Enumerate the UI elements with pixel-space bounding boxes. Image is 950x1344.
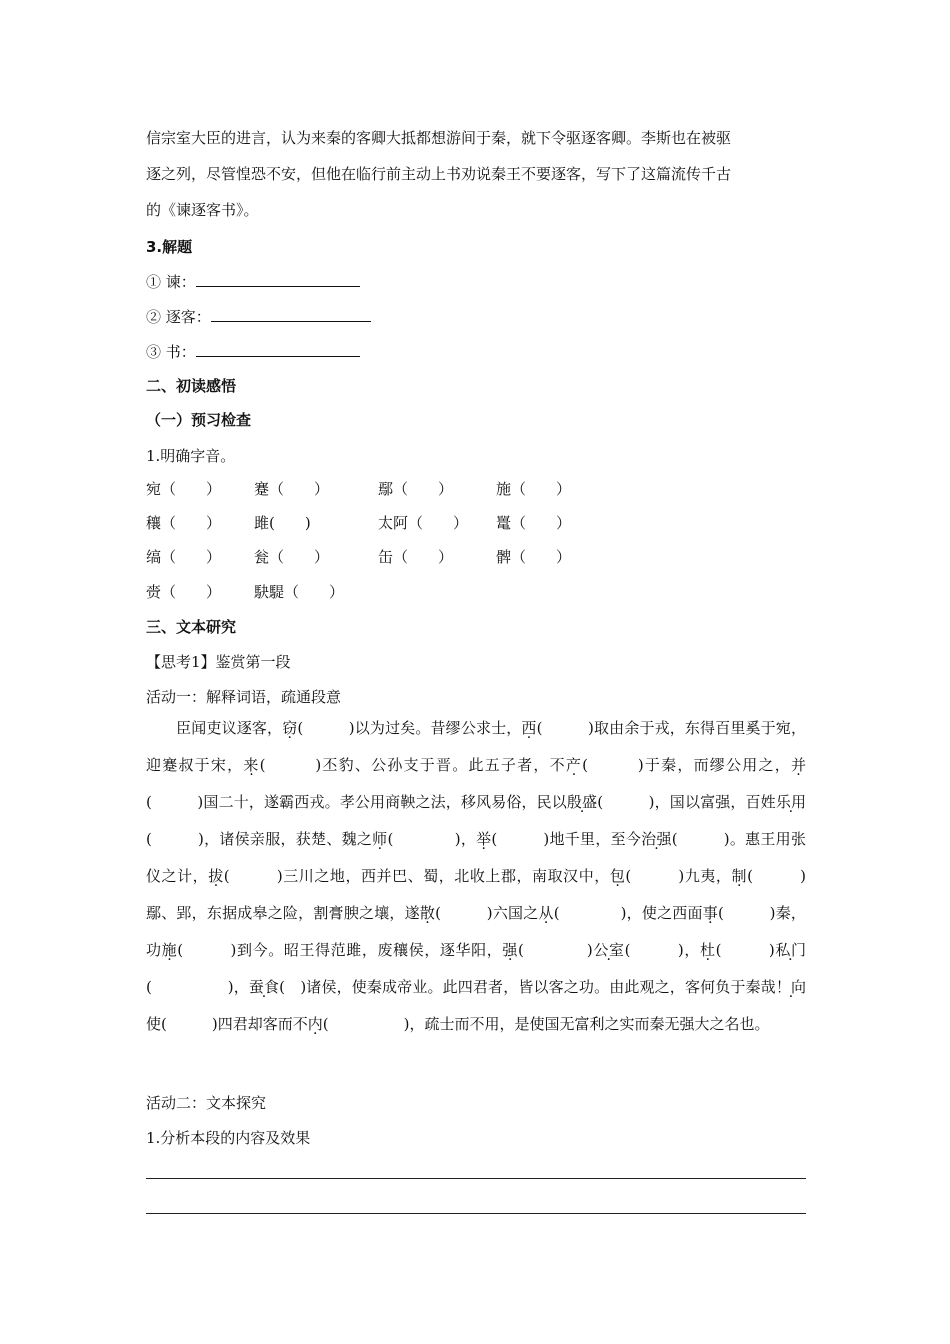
dotted-word: 向使 ·	[146, 978, 806, 1033]
dotted-word: 举	[476, 830, 492, 848]
pinyin-item[interactable]: 缟（ ）	[146, 548, 222, 566]
pinyin-item[interactable]: 赍（ ）	[146, 583, 222, 601]
dotted-word: 西	[521, 719, 537, 737]
pinyin-item[interactable]: 髀（ ）	[496, 548, 572, 566]
dotted-word: 来	[243, 756, 260, 774]
dotted-word: 蚕食	[248, 978, 280, 996]
dotted-word: 拔	[208, 867, 224, 885]
dotted-word: 内	[307, 1015, 323, 1033]
dotted-word: 包	[609, 867, 626, 885]
passage-text: 臣闻吏议逐客，窃( )以为过矣。昔缪公求士，西( )取由余于戎，东得百里奚于宛，迎蹇叔于宋，来( )丕豹、公孙支于晋。此五子者，不产( )于秦，而缪公用之，并( )国二十，遂霸西戎。孝公用商鞅之法，移风易俗，民以殷盛( )，国以富强，百姓乐用( )，诸侯亲服，获楚、魏之师( )，举( )地千里，至今治强( )。惠王用张仪之计，拔( )三川之地，西并巴、蜀，北收上郡，南取汉中，包( )九夷，制( )鄢、郢，东据成皋之险，割膏腴之壤，遂散( )六国之从( )，使之西面事( )秦，功施( )到今。昭王得范雎，废穰侯，逐华阳，强( )公室( )，杜( )私门( )，蚕食( )诸侯，使秦成帝业。此四君者，皆以客之功。由此观之，客何负于秦哉！向使 ·( )四君却客而不内( )，疏士而不用，是使国无富利之实而秦无强大之名也。	[146, 710, 806, 1043]
pinyin-item[interactable]: 宛（ ）	[146, 480, 222, 498]
dotted-word: 并	[790, 756, 806, 774]
dotted-word: 治强	[641, 830, 672, 848]
jieti-item-shu	[146, 342, 360, 362]
answer-line[interactable]	[146, 1178, 806, 1179]
pinyin-item[interactable]: 蹇（ ）	[254, 480, 330, 498]
jieti-item-label: ③ 书：	[146, 343, 196, 361]
dotted-word: 乐用	[775, 793, 806, 811]
intro-line-2: 逐之列，尽管惶恐不安，但他在临行前主动上书劝说秦王不要逐客，写下了这篇流传千古	[146, 165, 732, 183]
pinyin-item[interactable]: 穰（ ）	[146, 514, 222, 532]
question1-label: 1.分析本段的内容及效果	[146, 1129, 311, 1147]
dotted-word: 从	[538, 904, 554, 922]
dotted-word: 杜	[699, 941, 716, 959]
dotted-word: 公室	[592, 941, 625, 959]
pinyin-item[interactable]: 瓮（ ）	[254, 548, 330, 566]
pinyin-item[interactable]: 太阿（ ）	[378, 514, 469, 532]
think1-label: 【思考1】鉴赏第一段	[146, 653, 291, 671]
dotted-word: 师	[372, 830, 388, 848]
jieti-item-zhuke	[146, 307, 371, 327]
intro-line-3: 的《谏逐客书》。	[146, 201, 259, 219]
jieti-heading: 3.解题	[146, 238, 193, 256]
dotted-word: 殷盛	[566, 793, 598, 811]
dotted-word: 施	[161, 941, 178, 959]
pinyin-item[interactable]: 雎( )	[254, 514, 311, 532]
answer-line[interactable]	[146, 1213, 806, 1214]
dotted-word: 制	[731, 867, 748, 885]
section3-heading: 三、文本研究	[146, 618, 237, 636]
answer-blank[interactable]	[196, 272, 360, 287]
jieti-item-label: ② 逐客：	[146, 308, 211, 326]
pinyin-item[interactable]: 駃騠（ ）	[254, 583, 345, 601]
pinyin-item[interactable]: 鼍（ ）	[496, 514, 572, 532]
dotted-word: 产	[565, 756, 583, 774]
jieti-item-jian	[146, 272, 360, 292]
dotted-word: 事	[702, 904, 718, 922]
dotted-word: 窃	[282, 719, 298, 737]
activity1-label: 活动一：解释词语，疏通段意	[146, 688, 342, 706]
section2-subheading: （一）预习检查	[146, 411, 252, 429]
dotted-word: 散	[419, 904, 436, 922]
pinyin-item[interactable]: 鄢（ ）	[378, 480, 454, 498]
section2-heading: 二、初读感悟	[146, 377, 237, 395]
answer-blank[interactable]	[196, 342, 360, 357]
answer-blank[interactable]	[211, 307, 371, 322]
dotted-word: 私门	[774, 941, 806, 959]
dotted-word: 强	[502, 941, 518, 959]
jieti-item-label: ① 谏：	[146, 273, 196, 291]
passage-paragraph	[146, 710, 806, 1043]
activity2-label: 活动二：文本探究	[146, 1094, 267, 1112]
pronunciation-task: 1.明确字音。	[146, 447, 236, 465]
pinyin-item[interactable]: 缶（ ）	[378, 548, 454, 566]
intro-line-1: 信宗室大臣的进言，认为来秦的客卿大抵都想游间于秦，就下令驱逐客卿。李斯也在被驱	[146, 129, 732, 147]
pinyin-item[interactable]: 施（ ）	[496, 480, 572, 498]
